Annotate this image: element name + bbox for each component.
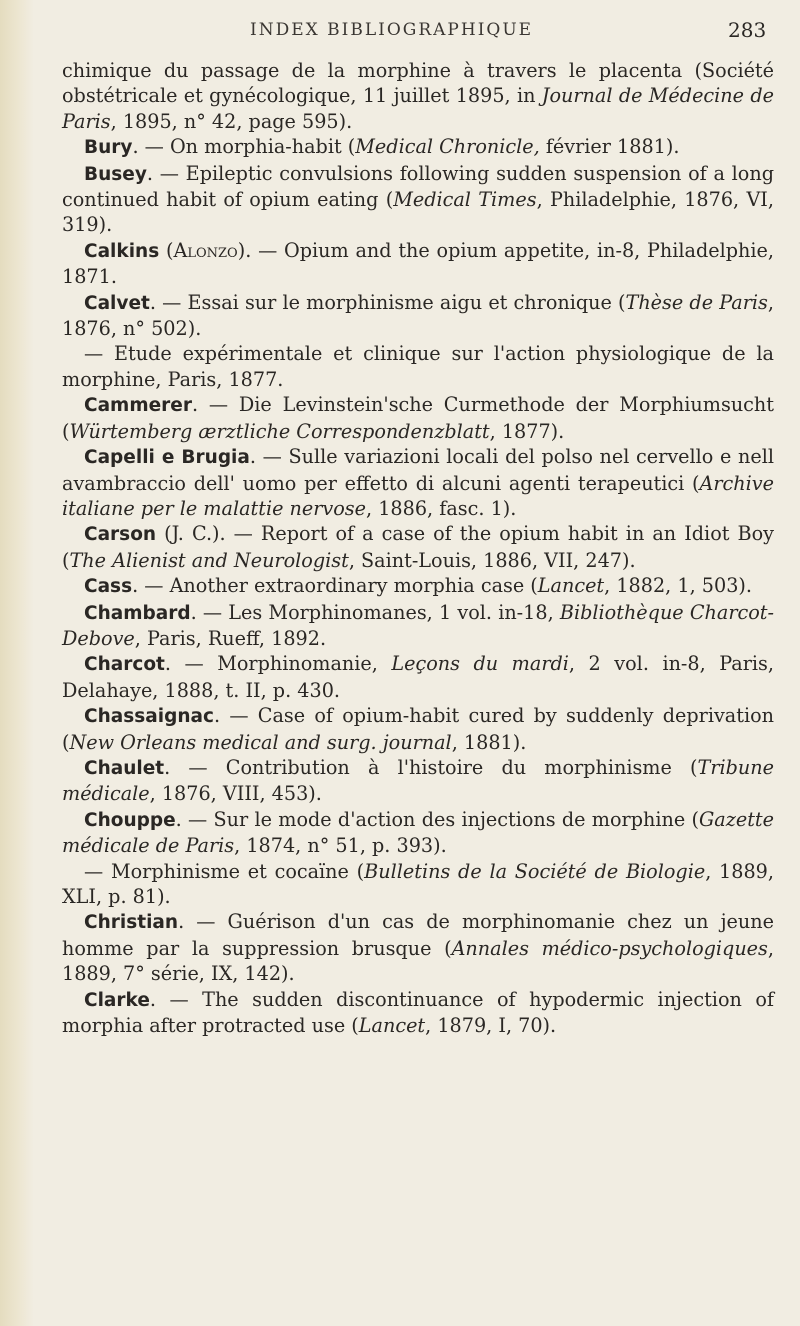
bibliography-entry-continuation — [62, 859, 774, 910]
publication-title: Annales médico-psychologiques — [451, 936, 768, 960]
publication-title: Medical Times — [393, 188, 537, 212]
publication-title: Bulletins de la Société de Biologie — [364, 859, 706, 883]
entry-text: , 1882, 1, 503). — [604, 574, 752, 598]
bibliography-entry — [62, 521, 774, 573]
page-header — [0, 18, 800, 48]
bibliography-entry — [62, 703, 774, 755]
entry-text: — Etude expérimentale et clinique sur l'action physiologique de la morphine, Paris, 1877. — [62, 342, 774, 391]
author-name: Carson — [84, 524, 157, 546]
entry-text: , 1886, fasc. 1). — [366, 496, 517, 520]
entry-text: , 1895, n° 42, page 595). — [110, 109, 353, 133]
author-name: Christian — [84, 912, 179, 934]
entry-text: . — On morphia-habit ( — [132, 135, 356, 159]
publication-title: Tribune médicale — [62, 755, 774, 806]
entry-text: , 1889, 7° série, IX, 142). — [62, 936, 774, 986]
entry-text: . — Morphinomanie, — [164, 652, 392, 676]
entry-text: . — Epileptic convulsions following sudden suspension of a long continued habit of opium eating ( — [62, 161, 774, 212]
bibliography-entry — [62, 909, 774, 986]
entry-text: . — Les Morphinomanes, 1 vol. in-18, — [190, 600, 560, 624]
entry-text: . — Contribution à l'histoire du morphinisme ( — [164, 755, 698, 779]
bibliography-entry — [62, 573, 774, 599]
entry-text: , 1876, VIII, 453). — [149, 782, 322, 806]
publication-title: New Orleans medical and surg. journal — [69, 730, 452, 754]
bibliography-entry — [62, 987, 774, 1039]
bibliography-entry — [62, 392, 774, 444]
bibliography-list — [62, 58, 774, 1038]
author-name: Clarke — [84, 989, 150, 1011]
author-name: Busey — [84, 163, 147, 185]
publication-title: Würtemberg ærztliche Correspondenzblatt — [69, 419, 490, 443]
publication-title: Bibliothèque Charcot-Debove — [62, 600, 774, 650]
author-firstname: Alonzo — [173, 238, 238, 262]
entry-text: . — Essai sur le morphinisme aigu et chronique ( — [149, 290, 626, 314]
entry-text: , Paris, Rueff, 1892. — [134, 626, 327, 650]
author-name: Cammerer — [84, 395, 192, 417]
bibliography-entry — [62, 600, 774, 652]
publication-title: Gazette médicale de Paris — [62, 807, 774, 858]
author-name: Chaulet — [84, 757, 165, 779]
entry-text: , 1881). — [451, 730, 527, 754]
entry-text: chimique du passage de la morphine à travers le placenta (Société obstétricale et gynécologique, 11 juillet 1895, in — [62, 59, 774, 108]
entry-text: , 1879, I, 70). — [425, 1014, 557, 1038]
author-name: Bury — [84, 137, 133, 159]
entry-text: . — Die Levinstein'sche Curmethode der Morphiumsucht ( — [62, 393, 774, 443]
entry-text: février 1881). — [539, 135, 680, 159]
publication-title: Leçons du mardi — [391, 652, 569, 676]
entry-text: , 1874, n° 51, p. 393). — [234, 834, 447, 858]
entry-text: . — The sudden discontinuance of hypodermic injection of morphia after protracted use ( — [62, 987, 774, 1038]
bibliography-entry-continuation — [62, 341, 774, 392]
entry-text: , 2 vol. in-8, Paris, Delahaye, 1888, t. II, p. 430. — [62, 652, 774, 702]
entry-text: , Saint-Louis, 1886, VII, 247). — [348, 548, 636, 572]
bibliography-entry — [62, 238, 774, 290]
entry-text: ). — Opium and the opium appetite, in-8, Philadelphie, 1871. — [62, 238, 775, 289]
entry-text: . — Sur le mode d'action des injections de morphine ( — [175, 807, 699, 831]
author-name: Chouppe — [84, 809, 176, 831]
bibliography-entry — [62, 161, 774, 238]
bibliography-entry — [62, 807, 774, 859]
author-name: Chambard — [84, 602, 191, 624]
bibliography-entry — [62, 755, 774, 807]
page-number: 283 — [728, 18, 767, 42]
entry-text: — Morphinisme et cocaïne ( — [84, 859, 365, 883]
entry-text: . — Guérison d'un cas de morphinomanie chez un jeune homme par la suppression brusque ( — [62, 910, 774, 960]
entry-text: ( — [159, 238, 174, 262]
entry-text: , 1876, n° 502). — [62, 290, 774, 341]
publication-title: Lancet — [358, 1014, 426, 1038]
author-name: Cass — [84, 576, 133, 598]
publication-title: The Alienist and Neurologist — [69, 548, 349, 572]
entry-text: (J. C.). — Report of a case of the opium habit in an Idiot Boy ( — [62, 522, 774, 572]
entry-text: . — Sulle variazioni locali del polso nel cervello e nell avambraccio dell' uomo per effetto di alcuni agenti terapeutici ( — [62, 445, 774, 495]
author-name: Calkins — [84, 240, 160, 262]
page-binding-edge — [0, 0, 34, 1326]
publication-title: Archive italiane per le malattie nervose — [62, 471, 774, 520]
publication-title: Lancet — [537, 574, 605, 598]
publication-title: Medical Chronicle, — [355, 135, 540, 159]
entry-text: , 1889, XLI, p. 81). — [62, 859, 774, 908]
running-title: INDEX BIBLIOGRAPHIQUE — [250, 20, 534, 40]
bibliography-entry — [62, 444, 774, 521]
publication-title: Thèse de Paris — [625, 290, 768, 314]
entry-text: . — Another extraordinary morphia case ( — [132, 574, 538, 598]
author-name: Chassaignac — [84, 706, 214, 728]
bibliography-entry — [62, 290, 774, 342]
entry-text: , Philadelphie, 1876, VI, 319). — [62, 188, 774, 237]
bibliography-entry — [62, 58, 774, 134]
publication-title: Journal de Médecine de Paris — [62, 84, 774, 133]
entry-text: , 1877). — [489, 419, 565, 443]
author-name: Calvet — [84, 292, 150, 314]
bibliography-entry — [62, 651, 774, 703]
bibliography-entry — [62, 134, 774, 160]
entry-text: . — Case of opium-habit cured by suddenly deprivation ( — [62, 704, 774, 754]
author-name: Charcot — [84, 654, 165, 676]
author-name: Capelli e Brugia — [84, 447, 250, 469]
